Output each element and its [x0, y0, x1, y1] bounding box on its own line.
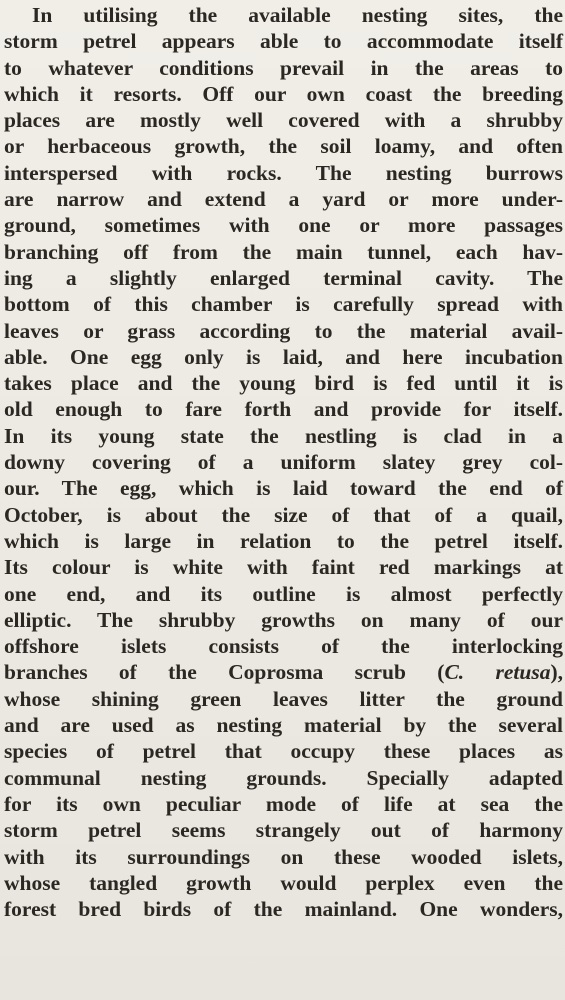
text-line: forest bred birds of the mainland. One wonders,	[4, 897, 563, 922]
text-line: are narrow and extend a yard or more under-	[4, 187, 563, 212]
text-line: downy covering of a uniform slatey grey col-	[4, 450, 563, 475]
text-line: which is large in relation to the petrel itself.	[4, 528, 563, 553]
text-line: storm petrel seems strangely out of harmony	[4, 818, 563, 843]
text-line: able. One egg only is laid, and here incubation	[4, 344, 563, 369]
text-line: offshore islets consists of the interlocking	[4, 634, 563, 659]
text-line: places are mostly well covered with a shrubby	[4, 108, 563, 133]
text-line: October, is about the size of that of a quail,	[4, 502, 563, 527]
text-line: storm petrel appears able to accommodate itself	[4, 29, 563, 54]
text-line: which it resorts. Off our own coast the breeding	[4, 81, 563, 106]
text-line: old enough to fare forth and provide for itself.	[4, 397, 563, 422]
text-line: branching off from the main tunnel, each hav-	[4, 239, 563, 264]
body-paragraph	[4, 0, 563, 922]
text-line: and are used as nesting material by the several	[4, 713, 563, 738]
text-line: interspersed with rocks. The nesting burrows	[4, 160, 563, 185]
text-line: ing a slightly enlarged terminal cavity. The	[4, 265, 563, 290]
text-line: to whatever conditions prevail in the areas to	[4, 55, 563, 80]
text-line: one end, and its outline is almost perfectly	[4, 581, 563, 606]
text-line: Its colour is white with faint red markings at	[4, 555, 563, 580]
text-line: takes place and the young bird is fed until it is	[4, 371, 563, 396]
text-line: whose tangled growth would perplex even the	[4, 870, 563, 895]
text-line: In utilising the available nesting sites, the	[32, 3, 563, 27]
text-line: In its young state the nestling is clad in a	[4, 423, 563, 448]
text-line: species of petrel that occupy these places as	[4, 739, 563, 764]
text-line: communal nesting grounds. Specially adapted	[4, 765, 563, 790]
text-line: ground, sometimes with one or more passages	[4, 213, 563, 238]
text-line: bottom of this chamber is carefully spread with	[4, 292, 563, 317]
text-line: with its surroundings on these wooded islets,	[4, 844, 563, 869]
text-line: branches of the Coprosma scrub (C. retusa),	[4, 660, 563, 685]
text-line: for its own peculiar mode of life at sea the	[4, 791, 563, 816]
text-line: elliptic. The shrubby growths on many of our	[4, 607, 563, 632]
text-line: our. The egg, which is laid toward the end of	[4, 476, 563, 501]
text-line: or herbaceous growth, the soil loamy, and often	[4, 134, 563, 159]
text-line: whose shining green leaves litter the ground	[4, 686, 563, 711]
text-line: leaves or grass according to the material avail-	[4, 318, 563, 343]
species-name-italic: C. retusa	[444, 660, 551, 685]
